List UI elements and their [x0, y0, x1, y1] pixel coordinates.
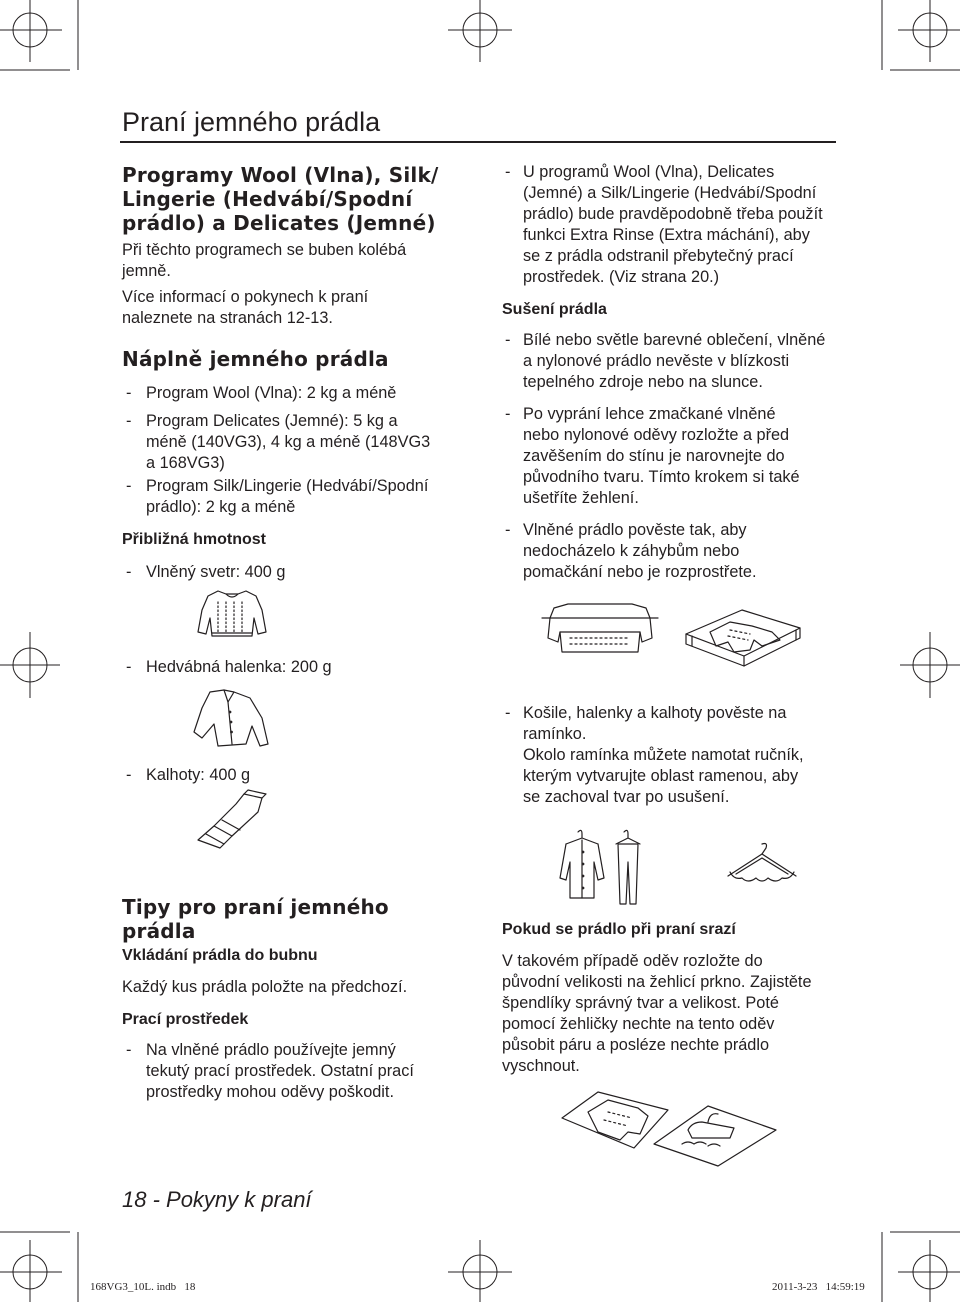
weight-heading: Přibližná hmotnost — [122, 531, 266, 548]
registration-mark-top-right — [880, 0, 960, 80]
tips-heading: Tipy pro praní jemného prádla — [122, 895, 389, 943]
print-timestamp: 2011-3-23 14:59:19 — [772, 1281, 865, 1293]
weight-item-sweater: - Vlněný svetr: 400 g — [126, 563, 286, 581]
shrink-text: V takovém případě oděv rozložte do původní velikosti na žehlicí prkno. Zajistěte špendlíky správný tvar a velikost. Poté pomocí žehličky nechte na tento oděv působit páru a posléze nechte prádlo vyschnout. — [502, 952, 812, 1075]
registration-mark-top-left — [0, 0, 80, 80]
programs-text-2: Více informací o pokynech k praní naleznete na stranách 12-13. — [122, 288, 369, 327]
detergent-item: - Na vlněné prádlo používejte jemný tekutý prací prostředek. Ostatní prací prostředky mohou oděvy poškodit. — [126, 1041, 414, 1101]
hanging-clothes-illustration — [552, 828, 652, 908]
load-item-wool: - Program Wool (Vlna): 2 kg a méně — [126, 384, 397, 402]
loads-heading: Náplně jemného prádla — [122, 347, 389, 371]
drying-heading: Sušení prádla — [502, 301, 607, 318]
drying-item-3: - Vlněné prádlo pověste tak, aby nedocházelo k záhybům nebo pomačkání nebo je rozprostřete. — [505, 521, 757, 581]
programs-text-1: Při těchto programech se buben kolébá jemně. — [122, 241, 407, 280]
drying-item-2: - Po vyprání lehce zmačkané vlněné nebo nylonové oděvy rozložte a před zavěšením do stínu je narovnejte do původního tvaru. Tímto krokem si také ušetříte žehlení. — [505, 405, 800, 507]
page-footer-label: 18 - Pokyny k praní — [122, 1187, 312, 1212]
loading-heading: Vkládání prádla do bubnu — [122, 947, 318, 964]
registration-mark-bottom-left — [0, 1222, 80, 1302]
load-item-delicates: - Program Delicates (Jemné): 5 kg a méně (140VG3), 4 kg a méně (148VG3 a 168VG3) — [126, 412, 431, 472]
registration-mark-top-center — [440, 0, 520, 65]
hanger-towel-illustration — [722, 840, 802, 888]
registration-mark-bottom-center — [440, 1235, 520, 1302]
detergent-heading: Prací prostředek — [122, 1011, 249, 1028]
rinse-item: - U programů Wool (Vlna), Delicates (Jemné) a Silk/Lingerie (Hedvábí/Spodní prádlo) bude pravděpodobně třeba použít funkci Extra Rinse (Extra máchání), aby se z prádla odstranil přebytečný prací prostředek. (Viz strana 20.) — [505, 163, 823, 286]
ironing-illustration — [558, 1088, 778, 1168]
page-title: Praní jemného prádla — [122, 107, 381, 137]
trousers-illustration — [192, 790, 274, 850]
file-name: 168VG3_10L. indb 18 — [90, 1281, 196, 1293]
shrink-heading: Pokud se prádlo při praní srazí — [502, 921, 736, 938]
sweater-on-line-illustration — [540, 598, 660, 662]
registration-mark-mid-left — [0, 620, 60, 710]
weight-item-trousers: - Kalhoty: 400 g — [126, 766, 251, 784]
load-item-silk: - Program Silk/Lingerie (Hedvábí/Spodní prádlo): 2 kg a méně — [126, 477, 429, 516]
title-rule — [120, 141, 836, 143]
blouse-illustration — [190, 688, 270, 748]
weight-item-blouse: - Hedvábná halenka: 200 g — [126, 658, 332, 676]
sweater-illustration — [196, 588, 268, 640]
drying-item-4: - Košile, halenky a kalhoty pověste na ramínko. Okolo ramínka můžete namotat ručník, kterým vytvarujte oblast ramenou, aby se zachoval tvar po usušení. — [505, 704, 804, 806]
sweater-on-rack-illustration — [680, 590, 804, 670]
registration-mark-bottom-right — [880, 1222, 960, 1302]
loading-text: Každý kus prádla položte na předchozí. — [122, 978, 408, 996]
programs-heading: Programy Wool (Vlna), Silk/ Lingerie (Hedvábí/Spodní prádlo) a Delicates (Jemné) — [122, 163, 439, 235]
drying-item-1: - Bílé nebo světle barevné oblečení, vlněné a nylonové prádlo nevěste v blízkosti tepelného zdroje nebo na slunce. — [505, 331, 826, 391]
registration-mark-mid-right — [900, 620, 960, 710]
